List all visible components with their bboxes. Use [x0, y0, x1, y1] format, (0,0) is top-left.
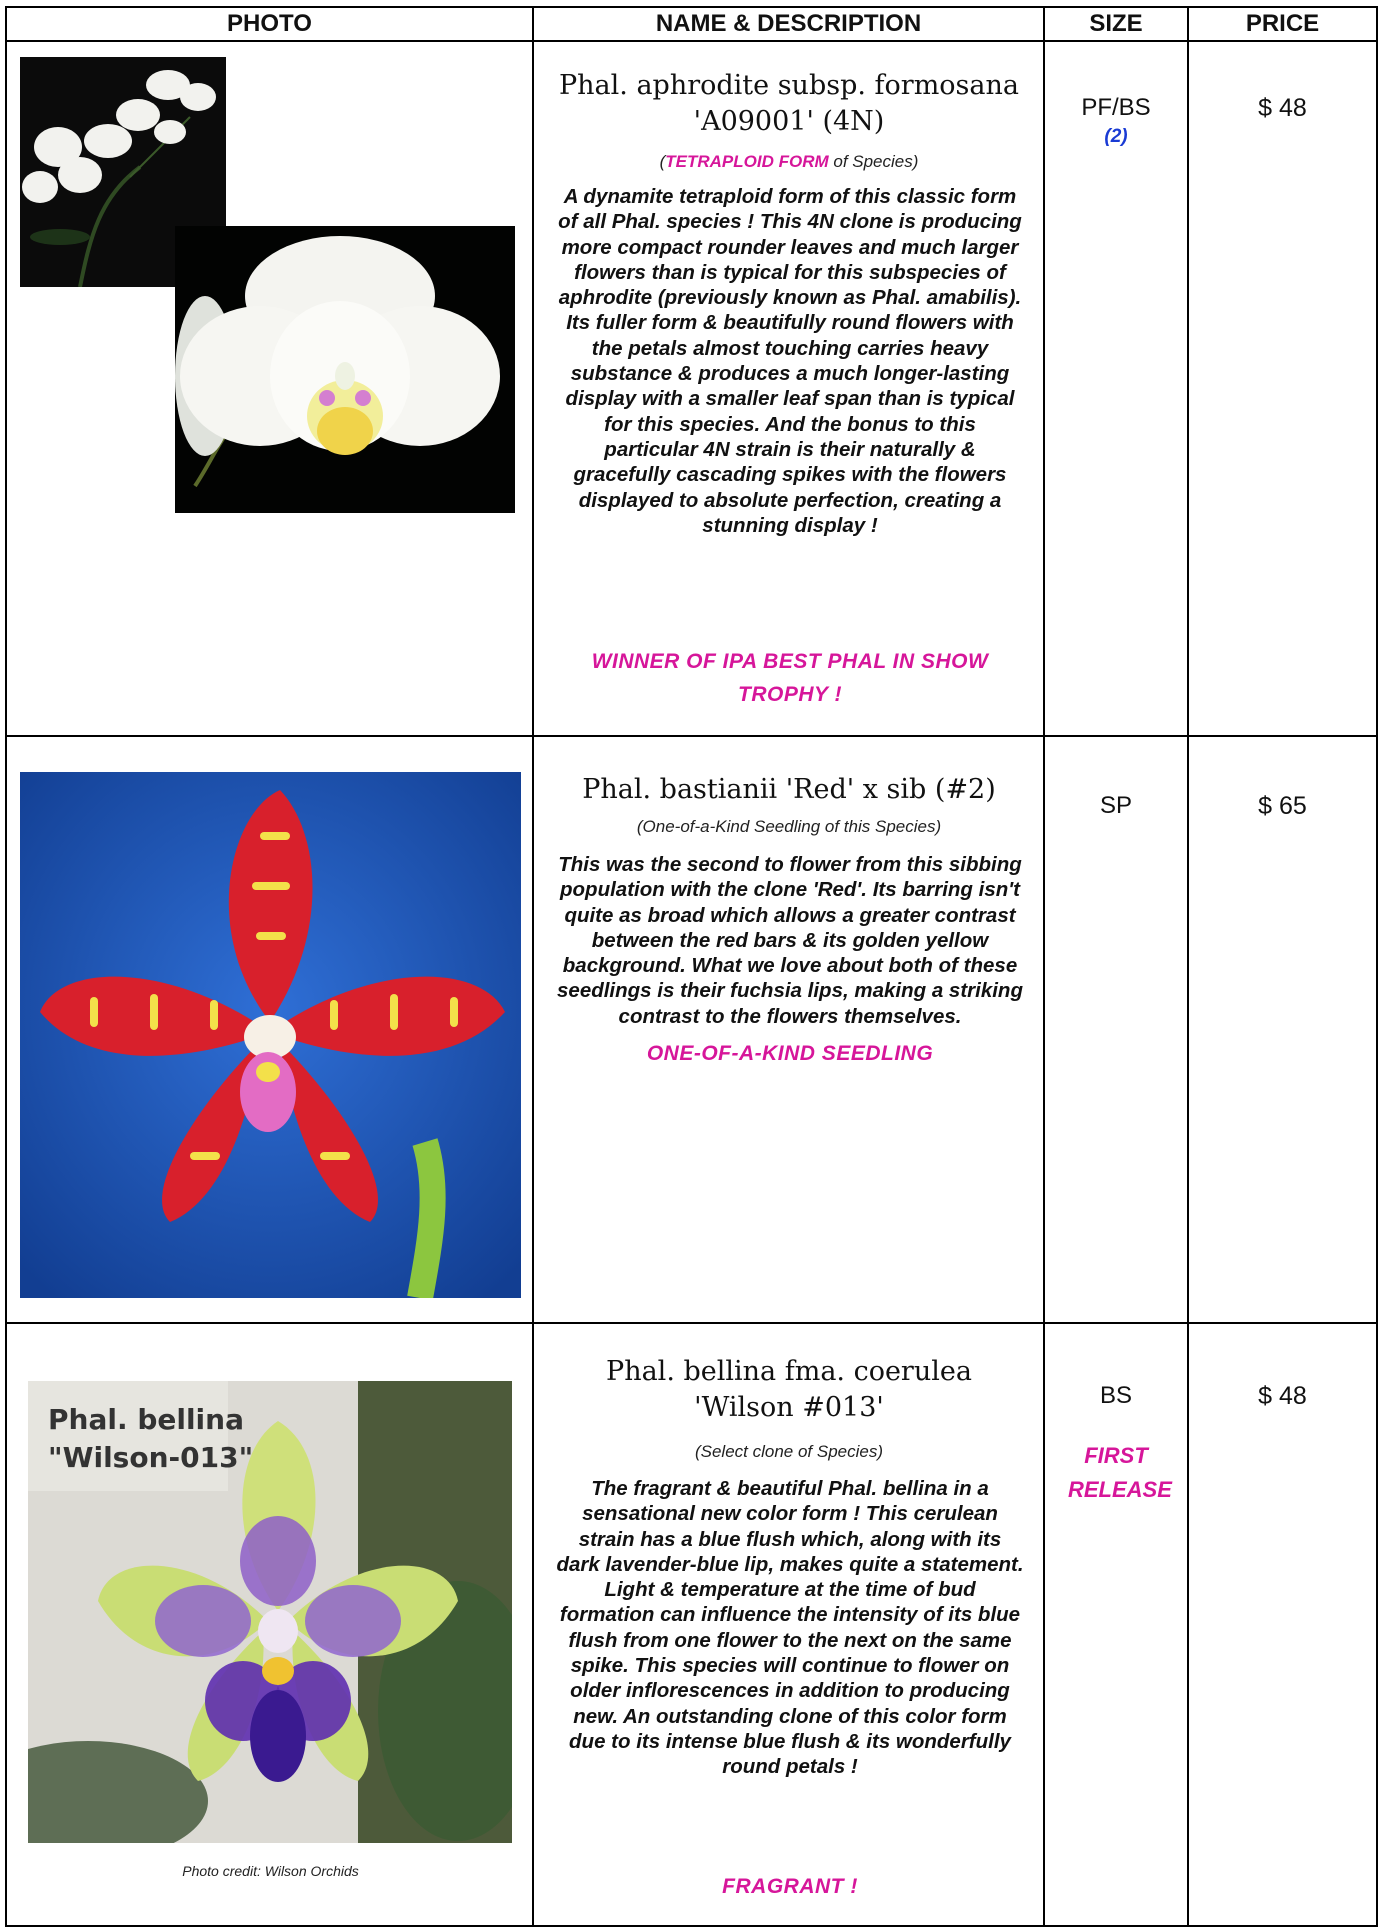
product-size: SP	[1099, 792, 1132, 819]
product-tagline: FRAGRANT !	[722, 1875, 858, 1898]
product-title-line1: Phal. aphrodite subsp. formosana	[558, 70, 1019, 101]
row-divider-1	[5, 735, 1378, 737]
table-border-bottom	[5, 1925, 1378, 1927]
orchid-bastianii-photo	[20, 772, 521, 1298]
col-border-right	[1376, 8, 1378, 1927]
product-subtitle: (One-of-a-Kind Seedling of this Species)	[636, 817, 942, 836]
table-border-top	[5, 6, 1378, 8]
product-title-line2: 'Wilson #013'	[694, 1392, 884, 1423]
product-tagline: ONE-OF-A-KIND SEEDLING	[646, 1042, 934, 1065]
header-name-description: NAME & DESCRIPTION	[655, 10, 922, 37]
photo-label-line2: "Wilson-013"	[48, 1441, 254, 1474]
first-release-badge: FIRST RELEASE	[1068, 1443, 1172, 1502]
header-price: PRICE	[1245, 10, 1320, 37]
orchid-bellina-photo	[28, 1381, 512, 1843]
product-description: A dynamite tetraploid form of this classic form of all Phal. species ! This 4N clone is producing more compact rounder leaves and much larger flowers than is typical for this subspecies of aphrodite (previously known as Phal. amabilis). Its fuller form & beautifully round flowers with the petals almost touching carries heavy substance & produces a much longer-lasting display with a smaller leaf span than is typical for this species. And the bonus to this particular 4N strain is their naturally & gracefully cascading spikes with the flowers displayed to absolute perfection, creating a stunning display !	[558, 185, 1022, 537]
col-divider-1	[532, 8, 534, 1927]
col-divider-2	[1043, 8, 1045, 1927]
product-subtitle: (Select clone of Species)	[694, 1442, 884, 1461]
product-title-line2: 'A09001' (4N)	[693, 106, 885, 137]
product-description: The fragrant & beautiful Phal. bellina in a sensational new color form ! This cerulean strain has a blue flush which, along with its dark lavender-blue lip, makes quite a statement. Light & temperature at the time of bud formation can influence the intensity of its blue flush from one flower to the next on the same spike. This species will continue to flower on older inflorescences in addition to producing new. An outstanding clone of this color form due to its intense blue flush & its wonderfully round petals !	[556, 1477, 1024, 1779]
row-divider-2	[5, 1322, 1378, 1324]
product-price: $ 65	[1258, 792, 1307, 820]
header-size: SIZE	[1089, 10, 1143, 37]
header-divider	[5, 40, 1378, 42]
photo-label-line1: Phal. bellina	[48, 1403, 244, 1436]
orchid-closeup-photo	[175, 226, 515, 513]
product-description: This was the second to flower from this sibbing population with the clone 'Red'. Its barring isn't quite as broad which allows a greater contrast between the red bars & its golden yellow background. What we love about both of these seedlings is their fuchsia lips, making a striking contrast to the flowers themselves.	[557, 853, 1023, 1028]
tetraploid-highlight: TETRAPLOID FORM	[665, 152, 829, 171]
product-price: $ 48	[1258, 94, 1307, 122]
product-subtitle: (TETRAPLOID FORM of Species)	[659, 152, 919, 171]
product-quantity: (2)	[1104, 126, 1128, 147]
product-size: BS	[1099, 1382, 1132, 1409]
header-photo: PHOTO	[227, 10, 312, 37]
col-divider-3	[1187, 8, 1189, 1927]
product-size: PF/BS	[1081, 94, 1151, 121]
product-price: $ 48	[1258, 1382, 1307, 1410]
product-title: Phal. bastianii 'Red' x sib (#2)	[582, 774, 996, 805]
product-tagline: WINNER OF IPA BEST PHAL IN SHOW TROPHY !	[591, 650, 989, 706]
col-border-left	[5, 8, 7, 1927]
product-title-line1: Phal. bellina fma. coerulea	[606, 1356, 972, 1387]
photo-credit: Photo credit: Wilson Orchids	[182, 1863, 359, 1879]
